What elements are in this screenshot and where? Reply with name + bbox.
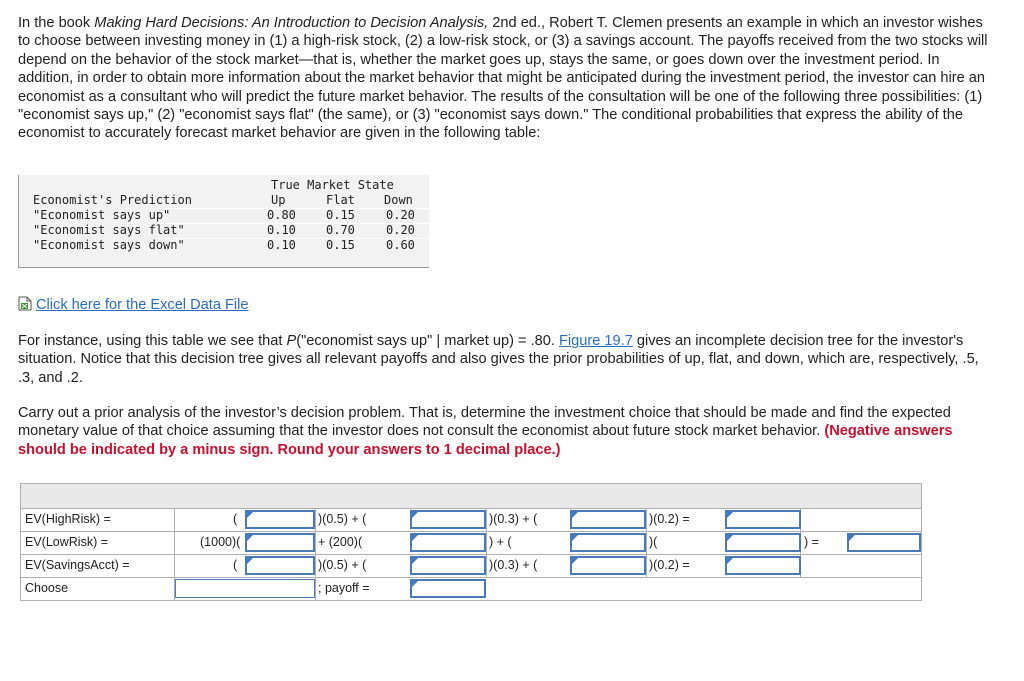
excel-link-label[interactable]: Click here for the Excel Data File [36,297,249,313]
grid-row-divider [21,531,921,532]
input-marker-icon [727,558,733,564]
savings-flat-payoff-input[interactable] [410,556,486,575]
grid-row-divider [21,577,921,578]
excel-data-file-link[interactable] [18,296,249,314]
highrisk-term-text: )(0.2) = [649,512,690,526]
table-row-label: "Economist says up" [33,208,171,222]
ev-savings-label: EV(SavingsAcct) = [25,558,130,572]
ev-lowrisk-label: EV(LowRisk) = [25,535,109,549]
table-cell: 0.15 [326,238,355,252]
table-cell: 0.15 [326,208,355,222]
input-marker-icon [247,512,253,518]
lowrisk-term-text: ) + ( [489,535,512,549]
intro-text-continued: 2nd ed., Robert T. Clemen presents an example in which an investor wishes to choose between investing money in (1) a high-risk stock, (2) a low-risk stock, or (3) a savings account. The payoffs received from the two stocks will depend on the behavior of the stock market—that is, whether the market goes up, stays the same, or goes down over the investment period. In addition, in order to obtain more information about the market behavior that might be anticipated during the investment period, the investor can hire an economist as a consultant who will predict the future market behavior. The results of the consultation will be one of the following three possibilities: (1) "economist says up," (2) "economist says flat" (the same), or (3) "economist says down." The conditional probabilities that express the ability of the economist to accurately forecast market behavior are given in the following table: [18,15,988,142]
input-marker-icon [572,512,578,518]
choice-payoff-input[interactable] [410,579,486,598]
table-row-header: Economist's Prediction [33,193,192,207]
input-marker-icon [727,535,733,541]
lowrisk-up-prob-input[interactable] [245,533,315,552]
task-paragraph [18,404,993,459]
savings-up-payoff-input[interactable] [245,556,315,575]
table-row-label: "Economist says down" [33,238,185,252]
probability-symbol: P [286,333,297,349]
input-marker-icon [412,581,418,587]
task-text: Carry out a prior analysis of the investor’s decision problem. That is, determine the investment choice that should be made and find the expected monetary value of that choice assuming that the investor does not consult the economist about future stock market behavior. [18,405,951,440]
choice-select[interactable] [175,579,315,598]
table-cell: 0.80 [267,208,296,222]
intro-text: In the book [18,15,95,31]
conditional-probability-table [18,175,429,268]
col-header-down: Down [384,193,413,207]
input-marker-icon [412,558,418,564]
table-row-label: "Economist says flat" [33,223,185,237]
highrisk-down-payoff-input[interactable] [570,510,646,529]
input-marker-icon [727,512,733,518]
problem-intro [18,14,993,143]
para2-text-b: ("economist says up" | market up) = .80. [296,333,560,349]
input-marker-icon [247,558,253,564]
grid-col-divider [486,508,487,578]
table-cell: 0.10 [267,238,296,252]
grid-row-divider [21,554,921,555]
lowrisk-term-text: )( [649,535,658,549]
input-marker-icon [412,512,418,518]
ev-highrisk-label: EV(HighRisk) = [25,512,111,526]
savings-ev-input[interactable] [725,556,801,575]
para2-text: For instance, using this table we see that [18,333,287,349]
highrisk-term-text: )(0.5) + ( [318,512,367,526]
savings-term-text: )(0.2) = [649,558,690,572]
excel-file-icon [18,296,32,311]
example-paragraph [18,332,993,387]
lowrisk-down-prob-input[interactable] [725,533,801,552]
open-paren: ( [233,512,238,526]
savings-down-payoff-input[interactable] [570,556,646,575]
table-cell: 0.20 [386,208,415,222]
payoff-label: ; payoff = [318,581,370,595]
highrisk-term-text: )(0.3) + ( [489,512,538,526]
grid-header [21,484,921,509]
table-title: True Market State [271,178,394,192]
lowrisk-flat-prob-input[interactable] [410,533,486,552]
open-paren: ( [233,558,238,572]
choose-label: Choose [25,581,69,595]
highrisk-flat-payoff-input[interactable] [410,510,486,529]
input-marker-icon [247,535,253,541]
lowrisk-down-payoff-input[interactable] [570,533,646,552]
lowrisk-payoff-text: (1000)( [200,535,241,549]
input-marker-icon [412,535,418,541]
table-cell: 0.60 [386,238,415,252]
rounding-instruction: (Negative answers should be indicated by a minus sign. Round your answers to 1 decimal place.) [18,423,953,458]
lowrisk-term-text: + (200)( [318,535,363,549]
figure-link[interactable]: Figure 19.7 [559,333,633,349]
answer-grid [20,483,922,601]
savings-term-text: )(0.3) + ( [489,558,538,572]
grid-col-divider [646,508,647,578]
savings-term-text: )(0.5) + ( [318,558,367,572]
input-marker-icon [572,558,578,564]
col-header-flat: Flat [326,193,355,207]
table-cell: 0.20 [386,223,415,237]
lowrisk-ev-input[interactable] [847,533,921,552]
para2-text-c: gives an incomplete decision tree for the investor's situation. Notice that this decision tree gives all relevant payoffs and also gives the prior probabilities of up, flat, and down, which are, respectively, .5, .3, and .2. [18,333,979,386]
col-header-up: Up [271,193,286,207]
highrisk-ev-input[interactable] [725,510,801,529]
lowrisk-equals: ) = [804,535,819,549]
table-cell: 0.70 [326,223,355,237]
input-marker-icon [849,535,855,541]
book-title: Making Hard Decisions: An Introduction to Decision Analysis, [94,15,489,31]
highrisk-up-payoff-input[interactable] [245,510,315,529]
table-cell: 0.10 [267,223,296,237]
grid-col-divider [315,508,316,601]
input-marker-icon [572,535,578,541]
